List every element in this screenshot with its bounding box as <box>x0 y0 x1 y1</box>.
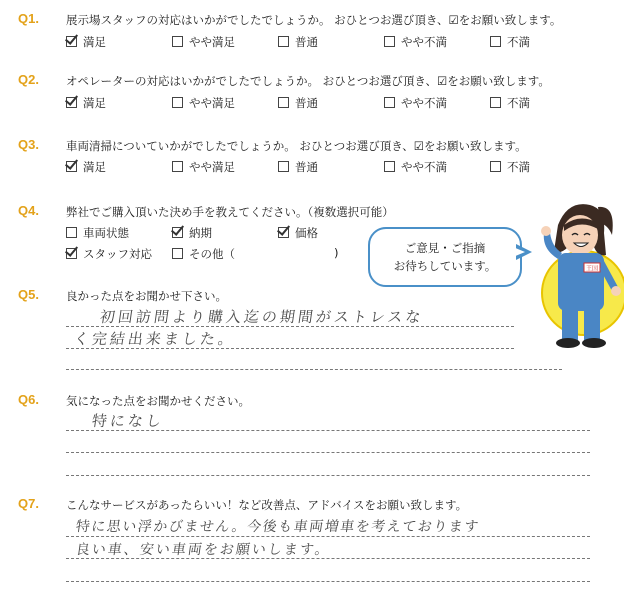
q5-answer-rule-1 <box>66 326 514 327</box>
q1-option-3[interactable]: 普通 <box>278 34 318 50</box>
checkbox-icon[interactable] <box>172 97 183 108</box>
q5-answer-rule-2 <box>66 348 514 349</box>
q2-option-5[interactable]: 不満 <box>490 95 530 111</box>
checkbox-icon[interactable] <box>66 97 77 108</box>
checkbox-icon[interactable] <box>278 227 289 238</box>
q6-answer-line-1: 特になし <box>90 412 166 430</box>
checkbox-icon[interactable] <box>66 36 77 47</box>
bubble-tail-inner <box>513 247 525 257</box>
checkbox-icon[interactable] <box>278 36 289 47</box>
q7-text: こんなサービスがあったらいい！など改善点、アドバイスをお願い致します。 <box>66 498 468 512</box>
checkbox-icon[interactable] <box>384 36 395 47</box>
q3-option-4[interactable]: やや不満 <box>384 159 447 175</box>
q2-option-2[interactable]: やや満足 <box>172 95 235 111</box>
checkbox-icon[interactable] <box>384 161 395 172</box>
q7-answer-rule-2 <box>66 558 590 559</box>
q6-number: Q6. <box>18 392 39 407</box>
checkbox-icon[interactable] <box>384 97 395 108</box>
mascot-leg-left <box>562 309 578 341</box>
q1-text: 展示場スタッフの対応はいかがでしたでしょうか。 おひとつお選び頂き、☑をお願い致します。 <box>66 13 562 27</box>
checkbox-icon[interactable] <box>66 161 77 172</box>
mascot-hand-right <box>611 286 621 296</box>
checkbox-icon[interactable] <box>278 97 289 108</box>
q5-answer-line-2: く完結出来ました。 <box>72 330 238 348</box>
q7-answer-rule-1 <box>66 536 590 537</box>
q3-number: Q3. <box>18 137 39 152</box>
q4-option-1[interactable]: 車両状態 <box>66 225 129 241</box>
q4-option-2[interactable]: 納期 <box>172 225 212 241</box>
q1-option-2[interactable]: やや満足 <box>172 34 235 50</box>
mascot-illustration <box>528 195 624 355</box>
bubble-line-2: お待ちしています。 <box>393 259 497 273</box>
speech-bubble <box>368 227 522 287</box>
checkbox-icon[interactable] <box>278 161 289 172</box>
mascot-uniform <box>558 253 604 311</box>
q1-option-4[interactable]: やや不満 <box>384 34 447 50</box>
checkbox-icon[interactable] <box>490 36 501 47</box>
q4-number: Q4. <box>18 203 39 218</box>
q5-text: 良かった点をお聞かせ下さい。 <box>66 289 227 303</box>
q7-answer-line-1: 特に思い浮かびません。今後も車両増車を考えております <box>74 519 481 535</box>
mascot-shoe-right <box>582 338 606 348</box>
q6-answer-rule-3 <box>66 475 590 476</box>
q6-text: 気になった点をお聞かせください。 <box>66 394 250 408</box>
q6-answer-rule-1 <box>66 430 590 431</box>
q2-option-4[interactable]: やや不満 <box>384 95 447 111</box>
q5-answer-rule-3 <box>66 369 562 370</box>
q4-option-4[interactable]: スタッフ対応 <box>66 246 152 262</box>
checkbox-icon[interactable] <box>66 248 77 259</box>
q2-number: Q2. <box>18 72 39 87</box>
checkbox-icon[interactable] <box>490 97 501 108</box>
q6-answer-rule-2 <box>66 452 590 453</box>
checkbox-icon[interactable] <box>172 227 183 238</box>
q3-option-5[interactable]: 不満 <box>490 159 530 175</box>
q4-text: 弊社でご購入頂いた決め手を教えてください。（複数選択可能） <box>66 205 394 219</box>
q2-option-3[interactable]: 普通 <box>278 95 318 111</box>
mascot-leg-right <box>584 309 600 341</box>
checkbox-icon[interactable] <box>490 161 501 172</box>
q1-number: Q1. <box>18 11 39 26</box>
q2-option-1[interactable]: 満足 <box>66 95 106 111</box>
q4-option-5[interactable]: その他（ <box>172 246 235 262</box>
q3-option-3[interactable]: 普通 <box>278 159 318 175</box>
q1-option-1[interactable]: 満足 <box>66 34 106 50</box>
q7-answer-line-2: 良い車、安い車両をお願いします。 <box>74 542 332 558</box>
checkbox-icon[interactable] <box>172 248 183 259</box>
mascot-shoe-left <box>556 338 580 348</box>
q1-option-5[interactable]: 不満 <box>490 34 530 50</box>
checkbox-icon[interactable] <box>172 161 183 172</box>
q5-answer-line-1: 初回訪問より購入迄の期間がストレスな <box>98 308 425 326</box>
q2-text: オペレーターの対応はいかがでしたでしょうか。 おひとつお選び頂き、☑をお願い致します。 <box>66 74 550 88</box>
q3-option-1[interactable]: 満足 <box>66 159 106 175</box>
q4-other-close: ) <box>334 246 339 260</box>
q5-number: Q5. <box>18 287 39 302</box>
mascot-hand-left <box>541 226 551 236</box>
bubble-line-1: ご意見・ご指摘 <box>404 241 486 255</box>
checkbox-icon[interactable] <box>66 227 77 238</box>
q3-option-2[interactable]: やや満足 <box>172 159 235 175</box>
q4-option-3[interactable]: 価格 <box>278 225 318 241</box>
q7-answer-rule-3 <box>66 581 590 582</box>
q3-text: 車両清掃についていかがでしたでしょうか。 おひとつお選び頂き、☑をお願い致します。 <box>66 139 527 153</box>
mascot-badge-text: 王国 <box>585 265 599 273</box>
checkbox-icon[interactable] <box>172 36 183 47</box>
q7-number: Q7. <box>18 496 39 511</box>
